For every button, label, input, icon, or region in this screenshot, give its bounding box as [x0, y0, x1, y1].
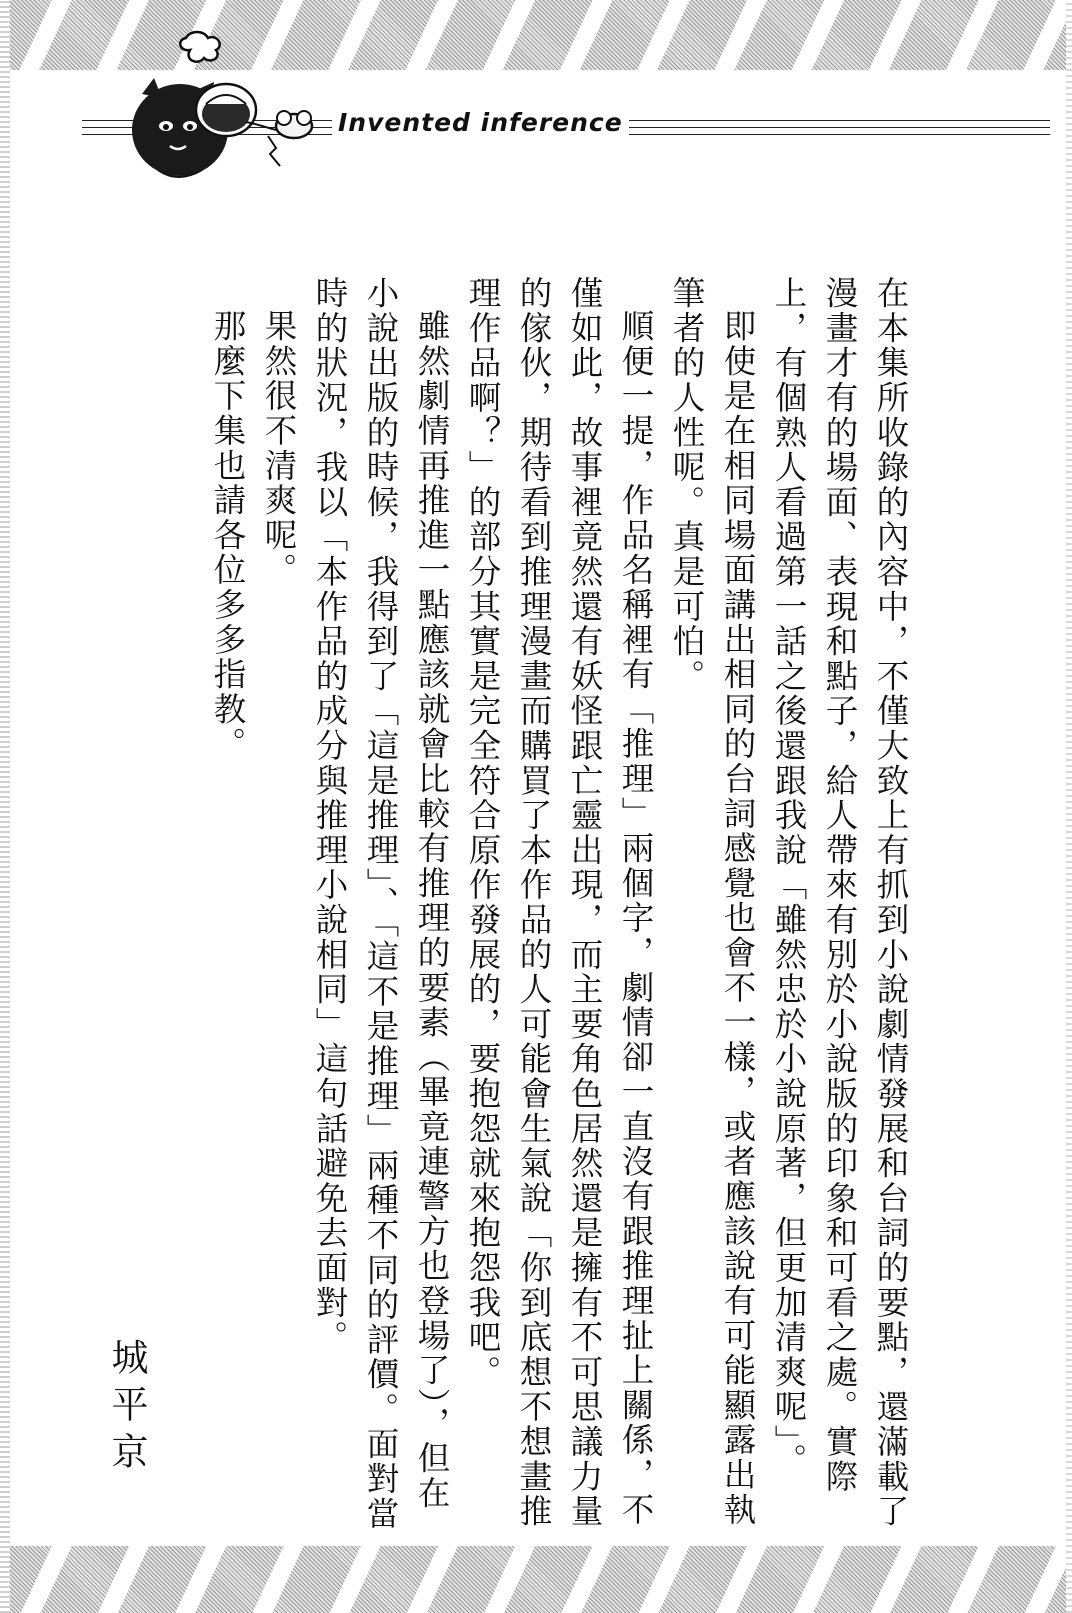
- header-rule-right-3: [566, 134, 1050, 135]
- afterword-paragraph-3: 順便一提，作品名稱裡有「推理」兩個字，劇情卻一直沒有跟推理扯上關係，不僅如此，故事裡竟然還有妖怪跟亡靈出現，而主要角色居然還是擁有不可思議力量的傢伙，期待看到推理漫畫而購買了本作品的人可能會生氣說「你到底想不想畫推理作品啊？」的部分其實是完全符合原作發展的，要抱怨就來抱怨我吧。: [464, 276, 655, 1529]
- afterword-paragraph-1: 在本集所收錄的內容中，不僅大致上有抓到小說劇情發展和台詞的要點，還滿載了漫畫才有的場面、表現和點子，給人帶來有別於小說版的印象和可看之處。實際上，有個熟人看過第一話之後還跟我說「雖然忠於小說原著，但更加清爽呢」。: [770, 276, 910, 1529]
- page-edge-left: [0, 0, 10, 1613]
- header-title: Invented inference: [332, 108, 629, 137]
- author-signature: 城平京: [105, 1338, 148, 1479]
- header-rule-right-2: [566, 127, 1050, 128]
- afterword-paragraph-5: 果然很不清爽呢。: [260, 308, 298, 587]
- header-rule-right-1: [566, 120, 1050, 121]
- afterword-paragraph-4: 雖然劇情再推進一點應該就會比較有推理的要素（畢竟連警方也登場了），但在小說出版的時候，我得到了「這是推理」、「這不是推理」兩種不同的評價。面對當時的狀況，我以「本作品的成分與推理小說相同」這句話避免去面對。: [311, 276, 451, 1532]
- afterword-body: [186, 276, 916, 1536]
- afterword-paragraph-6: 那麼下集也請各位多多指教。: [209, 308, 247, 761]
- bottom-decorative-band: [10, 1546, 1066, 1613]
- afterword-paragraph-2: 即使是在相同場面講出相同的台詞感覺也會不一樣，或者應該說有可能顯露出執筆者的人性呢。真是可怕。: [668, 276, 757, 1527]
- mascot-illustration: [118, 30, 348, 200]
- page-edge-right: [1066, 0, 1072, 1613]
